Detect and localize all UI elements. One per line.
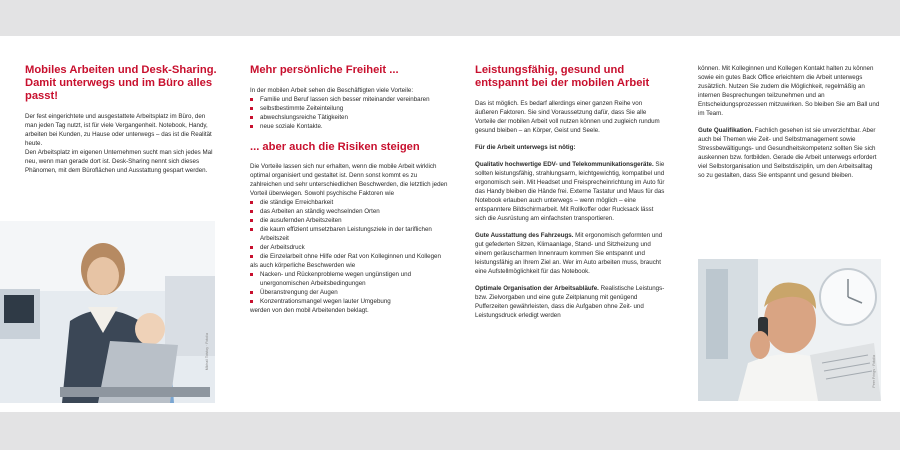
heading-risks: ... aber auch die Risiken steigen: [250, 141, 420, 153]
photo-man-on-phone: [698, 259, 881, 401]
list-item: die ausufernden Arbeitszeiten: [250, 216, 448, 225]
column-4-paragraph-1: können. Mit Kolleginnen und Kollegen Kontakt halten zu können sowie ein gutes Back Office erleichtern die Arbeit unterwegs zusätzlich. Nutzen Sie zudem die Möglichkeit, regelmäßig an internen Besprechungen teilzunehmen und an Entscheidungsprozessen mitzuwirken. So bleiben Sie am Ball und im Team.: [698, 65, 880, 117]
photo-man-phone-illustration: [698, 259, 881, 401]
physical-factors-list: [250, 270, 448, 306]
organisation-body: Realistische Leistungs- bzw. Zielvorgaben und eine gute Zeitplanung mit genügend Pufferzeiten gewährleisten, dass die Aufgaben ohne Zeit- und Leistungsdruck erledigt werden: [475, 285, 665, 319]
column-1-paragraph-2: Den Arbeitsplatz im eigenen Unternehmen sucht man sich jedes Mal neu, wenn man gerade dort ist. Desk-Sharing nennt sich dieses Phänomen, mit dem Büroflächen und Ausstattung gespart werden.: [25, 149, 213, 174]
physical-intro: als auch körperliche Beschwerden wie: [250, 262, 356, 269]
list-item: Konzentrationsmangel wegen lauter Umgebung: [250, 297, 448, 306]
list-item: der Arbeitsdruck: [250, 243, 448, 252]
column-1-paragraph-1: Der fest eingerichtete und ausgestattete Arbeitsplatz im Büro, den man jeden Tag nutzt, ist für viele Vergangenheit. Notebook, Handy, arbeiten bei Kunden, zu Hause oder unterwegs – das ist die Realität heute.: [25, 113, 212, 147]
vehicle-body: Mit ergonomisch geformten und gut gefederten Sitzen, Klimaanlage, Stand- und Sitzheizung und einem geräuscharmen Innenraum kommen Sie entspannt und leistungsfähig an Ihrem Ziel an. Wer im Auto arbeiten muss, braucht eine Aufstellmöglichkeit für das Notebook.: [475, 232, 663, 275]
vehicle-paragraph: [475, 231, 665, 276]
heading-more-freedom: Mehr persönliche Freiheit ...: [250, 64, 399, 76]
bottom-band: [0, 412, 900, 450]
list-item: die ständige Erreichbarkeit: [250, 198, 448, 207]
column-1: [25, 52, 217, 183]
column-3-heading: Leistungsfähig, gesund und entspannt bei der mobilen Arbeit: [475, 64, 650, 89]
column-3-paragraph-1: Das ist möglich. Es bedarf allerdings einer ganzen Reihe von äußeren Faktoren. Sie sind Voraussetzung dafür, dass Sie alle Vorteile der mobilen Arbeit voll nutzen können und zugleich rundum gesund bleiben – an Körper, Geist und Seele.: [475, 100, 660, 134]
column-3-paragraph-2: Für die Arbeit unterwegs ist nötig:: [475, 144, 576, 151]
photo-credit-right: Peer Frings · Fotolia: [872, 355, 876, 388]
equipment-lead: Qualitativ hochwertige EDV- und Telekommunikationsgeräte.: [475, 161, 654, 168]
organisation-lead: Optimale Organisation der Arbeitsabläufe.: [475, 285, 599, 292]
qualification-body: Fachlich gesehen ist sie unverzichtbar. Aber auch bei Themen wie Zeit- und Selbstmanagement sowie Stressbewältigungs- und Gesundheitskompetenz sollten Sie sich auskennen bzw. fortbilden. Gerade die Arbeit unterwegs erfordert viel Selbstorganisation und Selbstdisziplin, um den Arbeitsalltag so zu gestalten, dass Sie entspannt und gesund bleiben.: [698, 127, 877, 179]
psychological-factors-list: [250, 198, 448, 261]
list-item: das Arbeiten an ständig wechselnden Orten: [250, 207, 448, 216]
column-3: [475, 52, 665, 328]
list-item: die Einzelarbeit ohne Hilfe oder Rat von Kolleginnen und Kollegen: [250, 252, 448, 261]
column-1-heading: Mobiles Arbeiten und Desk-Sharing. Damit unterwegs und im Büro alles passt!: [25, 64, 217, 102]
photo-mother-child-illustration: [0, 221, 215, 403]
list-item: Familie und Beruf lassen sich besser miteinander vereinbaren: [250, 95, 448, 104]
list-item: Nacken- und Rückenprobleme wegen ungünstigen und unergonomischen Arbeitsbedingungen: [250, 270, 448, 288]
qualification-lead: Gute Qualifikation.: [698, 127, 754, 134]
vehicle-lead: Gute Ausstattung des Fahrzeugs.: [475, 232, 574, 239]
risks-intro: Die Vorteile lassen sich nur erhalten, wenn die mobile Arbeit wirklich optimal organisiert und gestaltet ist. Denn sonst kommt es zu zahlreichen und sehr unterschiedlichen Beschwerden, die letztlich jeden Vorteil überwiegen. Sowohl psychische Faktoren wie: [250, 163, 448, 197]
list-item: selbstbestimmte Zeiteinteilung: [250, 104, 448, 113]
equipment-body: Sie sollten leistungsfähig, strahlungsarm, leichtgewichtig, kompatibel und ergonomisch sein. Mit Headset und Freisprecheinrichtung im Auto für das Handy bleiben die Hände frei. Externe Tastatur und Maus für das Notebook erlauben auch unterwegs – wenn möglich – eine entspanntere Bildschirmarbeit. Mit Rollkoffer oder Rucksack lässt sich die Ausrüstung am einfachsten transportieren.: [475, 161, 665, 222]
advantages-intro: In der mobilen Arbeit sehen die Beschäftigten viele Vorteile:: [250, 87, 414, 94]
organisation-paragraph: [475, 284, 665, 320]
list-item: abwechslungsreiche Tätigkeiten: [250, 113, 448, 122]
advantages-list: [250, 95, 448, 131]
list-item: neue soziale Kontakte.: [250, 122, 448, 131]
column-2: [250, 52, 448, 323]
list-item: Überanstrengung der Augen: [250, 288, 448, 297]
column-4: [698, 64, 880, 188]
qualification-paragraph: [698, 126, 880, 180]
risks-closing: werden von den mobil Arbeitenden beklagt.: [250, 307, 369, 314]
top-band: [0, 0, 900, 36]
photo-credit-left: Mikhail Tolstoy · Fotolia: [205, 333, 209, 371]
photo-mother-child-laptop: [0, 221, 215, 403]
equipment-paragraph: [475, 160, 665, 223]
list-item: die kaum effizient umsetzbaren Leistungsziele in der tariflichen Arbeitszeit: [250, 225, 448, 243]
